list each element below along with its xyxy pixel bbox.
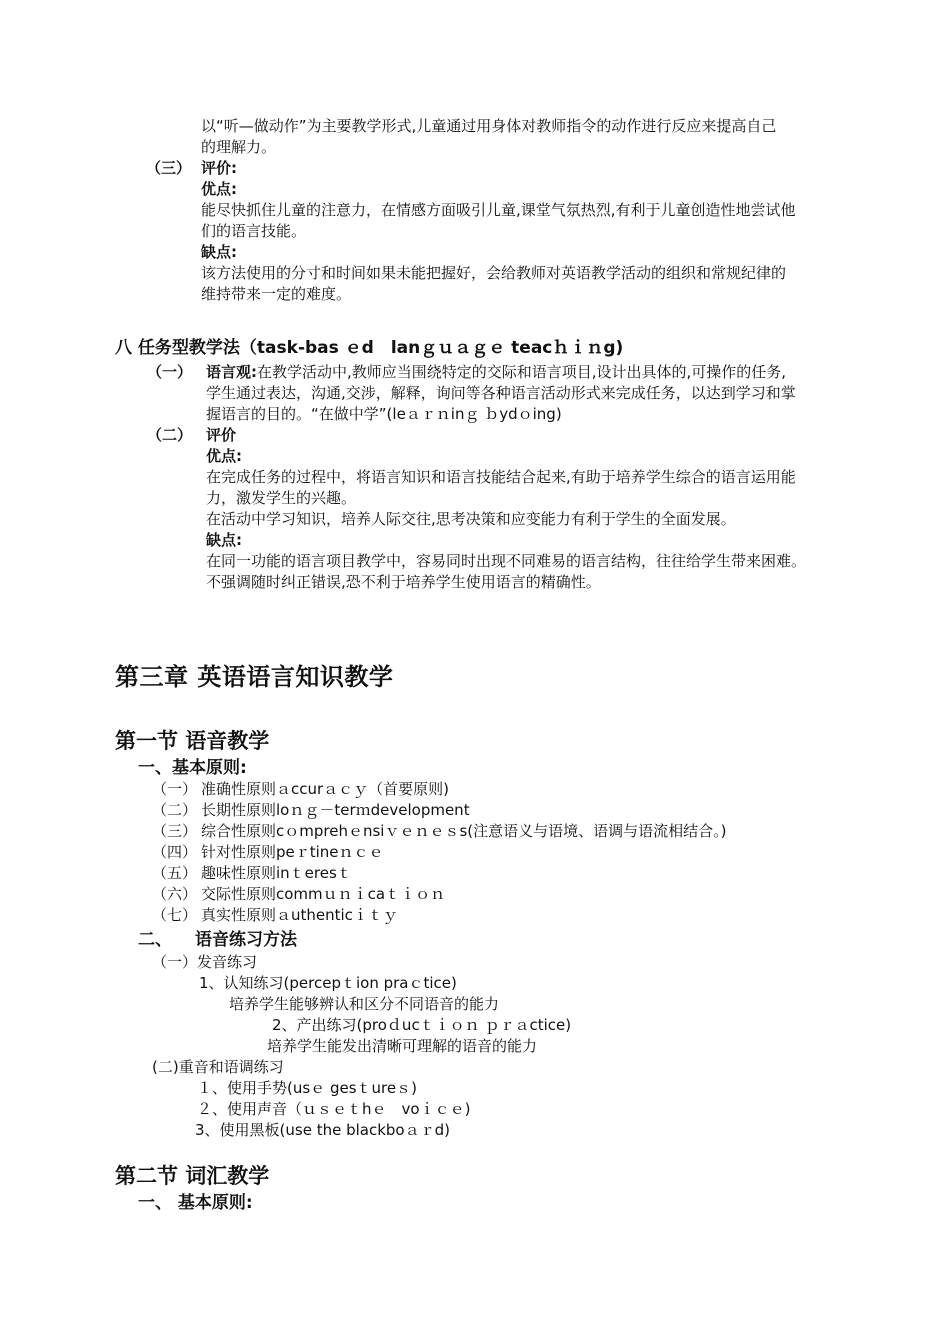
list-item: 综合性原则cｏmprehｅnsiｖｅｎｅｓs(注意语义与语境、语调与语流相结合。) xyxy=(201,822,727,840)
subsection-title: 一、 基本原则: xyxy=(138,1193,253,1213)
list-number: （一） xyxy=(152,780,198,798)
paragraph-text: 在教学活动中,教师应当围绕特定的交际和语言项目,设计出具体的,可操作的任务, xyxy=(257,363,787,381)
method-item: ２、使用声音（ｕｓｅｔhｅ voｉｃｅ) xyxy=(197,1100,471,1118)
subsection-number: 二、 xyxy=(138,930,172,950)
list-item: 针对性原则peｒtineｎｃｅ xyxy=(201,843,384,861)
list-number: （三） xyxy=(152,822,198,840)
chapter-title: 第三章 英语语言知识教学 xyxy=(115,663,394,691)
paragraph-line: 在完成任务的过程中，将语言知识和语言技能结合起来,有助于培养学生综合的语言运用能 xyxy=(206,468,796,486)
eval-label: 评价 xyxy=(206,426,237,444)
item-number: （一） xyxy=(147,363,193,381)
item-number: （三） xyxy=(146,159,192,177)
section-title: 第一节 语音教学 xyxy=(115,729,270,753)
list-number: （五） xyxy=(152,864,198,882)
cons-label: 缺点: xyxy=(206,531,242,549)
paragraph-line: 不强调随时纠正错误,恐不利于培养学生使用语言的精确性。 xyxy=(206,573,601,591)
paragraph-line: 能尽快抓住儿童的注意力，在情感方面吸引儿童,课堂气氛热烈,有利于儿童创造性地尝试他 xyxy=(201,201,796,219)
subsection-title: 一、基本原则: xyxy=(138,758,247,778)
method-item: 3、使用黑板(use the blackboａｒd) xyxy=(195,1121,450,1139)
list-item: 交际性原则commｕｎｉcaｔｉｏｎ xyxy=(201,885,446,903)
list-number: （二） xyxy=(152,801,198,819)
paragraph-line xyxy=(206,362,786,383)
paragraph-line: 以“听—做动作”为主要教学形式,儿童通过用身体对教师指令的动作进行反应来提高自己 xyxy=(201,117,777,135)
item-number: （二） xyxy=(147,426,193,444)
pros-label: 优点: xyxy=(201,180,237,198)
paragraph-line: 握语言的目的。“在做中学”(leａｒｎinｇ ｂydｏing) xyxy=(206,405,562,423)
language-view-label: 语言观: xyxy=(206,363,257,381)
paragraph-line: 力，激发学生的兴趣。 xyxy=(206,489,357,507)
list-number: （六） xyxy=(152,885,198,903)
paragraph-line: 学生通过表达，沟通,交涉，解释，询问等各种语言活动形式来完成任务，以达到学习和掌 xyxy=(206,384,796,402)
paragraph-line: 维持带来一定的难度。 xyxy=(201,285,352,303)
section-heading: 八 任务型教学法（task-bas ｅd lanｇｕａｇｅ teacｈｉｎg) xyxy=(115,338,624,358)
method-heading: (二)重音和语调练习 xyxy=(152,1058,284,1076)
list-item: 准确性原则ａccurａｃｙ（首要原则) xyxy=(201,780,450,798)
pros-label: 优点: xyxy=(206,447,242,465)
paragraph-line: 该方法使用的分寸和时间如果未能把握好，会给教师对英语教学活动的组织和常规纪律的 xyxy=(201,264,787,282)
paragraph-line: 在活动中学习知识，培养人际交往,思考决策和应变能力有利于学生的全面发展。 xyxy=(206,510,736,528)
paragraph-line: 们的语言技能。 xyxy=(201,222,307,240)
method-heading: （一）发音练习 xyxy=(152,953,258,971)
list-number: （七） xyxy=(152,906,198,924)
subsection-title: 语音练习方法 xyxy=(195,930,297,950)
method-item: １、使用手势(usｅ gesｔureｓ) xyxy=(197,1079,417,1097)
list-item: 真实性原则ａuthenticｉｔｙ xyxy=(201,906,398,924)
eval-label: 评价: xyxy=(201,159,237,177)
section-title: 第二节 词汇教学 xyxy=(115,1164,270,1188)
method-item: 1、认知练习(percepｔion praｃtice) xyxy=(199,974,457,992)
list-item: 趣味性原则inｔeresｔ xyxy=(201,864,352,882)
method-desc: 培养学生能发出清晰可理解的语音的能力 xyxy=(267,1037,538,1055)
cons-label: 缺点: xyxy=(201,243,237,261)
paragraph-line: 的理解力。 xyxy=(201,138,277,156)
list-item: 长期性原则loｎｇ－terｍdevelopment xyxy=(201,801,470,819)
method-desc: 培养学生能够辨认和区分不同语音的能力 xyxy=(229,995,500,1013)
list-number: （四） xyxy=(152,843,198,861)
paragraph-line: 在同一功能的语言项目教学中，容易同时出现不同难易的语言结构，往往给学生带来困难。 xyxy=(206,552,807,570)
method-item: 2、产出练习(proｄucｔｉｏｎ ｐｒａctice) xyxy=(272,1016,572,1034)
